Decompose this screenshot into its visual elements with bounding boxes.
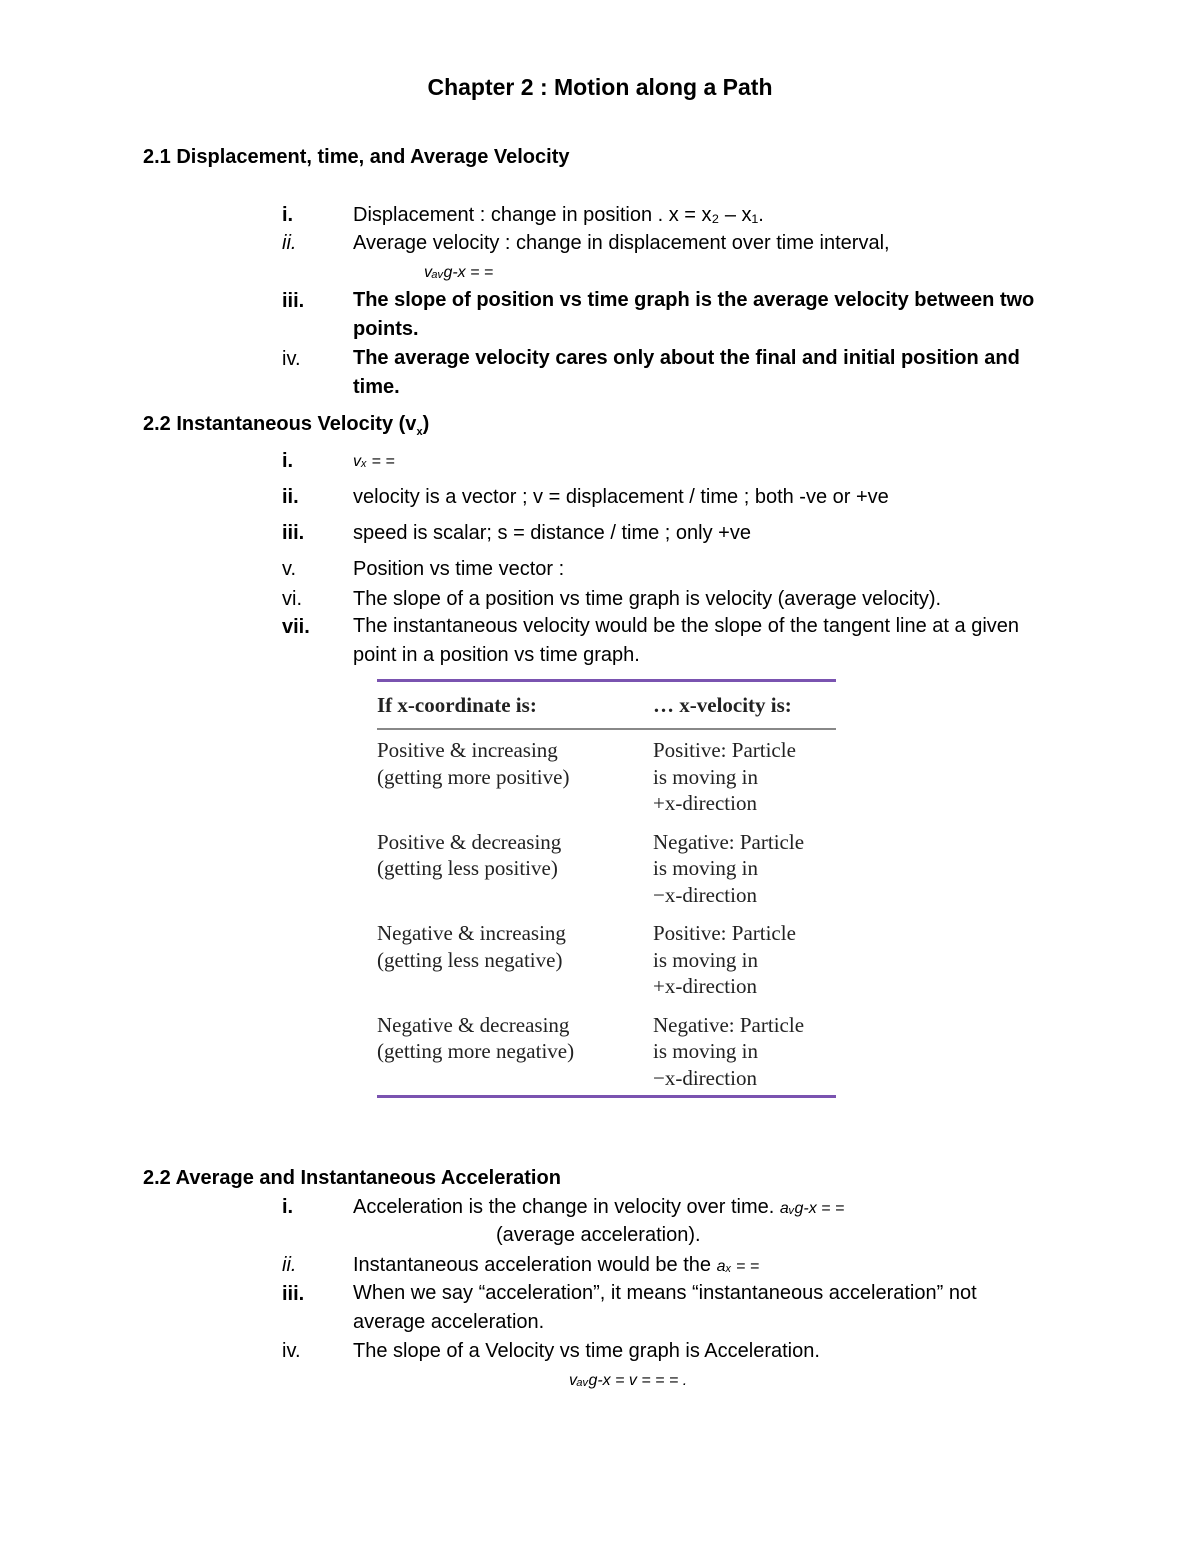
list-number: i. — [282, 1196, 294, 1218]
section-heading-2-2-velocity — [143, 413, 429, 438]
cell-line: Positive & decreasing — [377, 829, 562, 854]
table-cell — [377, 920, 653, 1000]
list-item-text: The slope of a position vs time graph is velocity (average velocity). — [353, 588, 942, 610]
cell-line: Negative: Particle — [653, 1012, 805, 1037]
list-item-text: When we say “acceleration”, it means “instantaneous acceleration” not average acceleration. — [353, 1282, 977, 1333]
cell-line: Negative & increasing — [377, 921, 566, 945]
table-cell — [653, 920, 836, 1000]
list-item-text: The average velocity cares only about the final and initial position and time. — [353, 347, 1020, 398]
heading-text-suffix: ) — [422, 413, 430, 435]
list-item-text: Displacement : change in position . x = x₂ – x₁. — [353, 204, 764, 226]
cell-line: Positive: Particle — [653, 738, 796, 762]
table-header-cell: If x-coordinate is: — [377, 692, 537, 717]
formula-avg-velocity: vₐᵥg-x = = — [424, 264, 494, 281]
list-number: iv. — [282, 348, 301, 370]
table-row — [377, 737, 836, 817]
table-row — [377, 829, 836, 909]
cell-line: +x-direction — [653, 791, 757, 815]
list-item-text-continued: (average acceleration). — [496, 1224, 701, 1246]
list-item-text-part: Acceleration is the change in velocity over time. — [353, 1196, 780, 1218]
cell-line: −x-direction — [653, 1065, 757, 1090]
cell-line: (getting less positive) — [377, 856, 558, 880]
cell-line: −x-direction — [653, 882, 757, 907]
heading-text: 2.2 Instantaneous Velocity (v — [143, 413, 417, 435]
list-item-text: Position vs time vector : — [353, 558, 565, 580]
table-header-cell: … x-velocity is: — [653, 692, 792, 717]
list-item-text — [353, 1196, 844, 1219]
cell-line: Positive: Particle — [653, 921, 796, 945]
cell-line: Negative & decreasing — [377, 1012, 570, 1037]
section-heading-2-1: 2.1 Displacement, time, and Average Velocity — [143, 146, 570, 168]
cell-line: Negative: Particle — [653, 829, 805, 854]
list-item-text-part: Instantaneous acceleration would be the — [353, 1254, 717, 1276]
list-item-text: The slope of position vs time graph is the average velocity between two points. — [353, 289, 1035, 340]
table-cell — [377, 829, 653, 909]
heading-subscript: x — [416, 426, 423, 438]
list-number: iii. — [282, 1283, 305, 1305]
list-number: v. — [282, 558, 297, 580]
table-header — [377, 682, 836, 728]
list-number: iv. — [282, 1340, 301, 1362]
formula-avg-velocity-summary: vₐᵥg-x = v = = = . — [569, 1372, 688, 1389]
velocity-sign-table — [377, 679, 836, 1098]
cell-line: is moving in — [653, 947, 759, 972]
cell-line: (getting more negative) — [377, 1039, 575, 1063]
cell-line: is moving in — [653, 856, 759, 880]
list-number: ii. — [282, 486, 299, 508]
table-cell — [653, 829, 836, 909]
table-cell — [653, 1012, 836, 1092]
table-row — [377, 1012, 836, 1092]
cell-line: is moving in — [653, 764, 759, 789]
table-row — [377, 920, 836, 1000]
page-title: Chapter 2 : Motion along a Path — [427, 74, 773, 100]
cell-line: (getting more positive) — [377, 764, 570, 789]
formula-instant-velocity: vₓ = = — [353, 453, 395, 470]
cell-line: is moving in — [653, 1039, 759, 1063]
list-number: vii. — [282, 616, 310, 638]
list-item-text: The instantaneous velocity would be the slope of the tangent line at a given point in a position vs time graph. — [353, 615, 1020, 666]
cell-line: +x-direction — [653, 974, 757, 998]
table-cell — [377, 737, 653, 817]
list-item-text: speed is scalar; s = distance / time ; only +ve — [353, 522, 751, 544]
list-number: ii. — [282, 1254, 297, 1276]
list-number: i. — [282, 450, 294, 472]
list-number: iii. — [282, 522, 305, 544]
list-number: iii. — [282, 290, 305, 312]
cell-line: Positive & increasing — [377, 738, 558, 762]
list-item-text: velocity is a vector ; v = displacement / time ; both -ve or +ve — [353, 486, 889, 508]
table-header-rule — [377, 728, 836, 730]
list-number: i. — [282, 204, 294, 226]
list-number: ii. — [282, 232, 297, 254]
list-item-text — [353, 1254, 759, 1277]
list-item-text: The slope of a Velocity vs time graph is Acceleration. — [353, 1340, 820, 1362]
table-bottom-rule — [377, 1095, 836, 1098]
section-heading-2-2-acceleration: 2.2 Average and Instantaneous Acceleration — [143, 1167, 561, 1189]
cell-line: (getting less negative) — [377, 947, 563, 972]
list-number: vi. — [282, 588, 302, 610]
table-cell — [377, 1012, 653, 1092]
list-item-text: Average velocity : change in displacement over time interval, — [353, 232, 890, 254]
formula-instant-acceleration: aₓ = = — [716, 1258, 760, 1275]
table-cell — [653, 737, 836, 817]
formula-avg-acceleration: aᵥg-x = = — [779, 1200, 845, 1217]
